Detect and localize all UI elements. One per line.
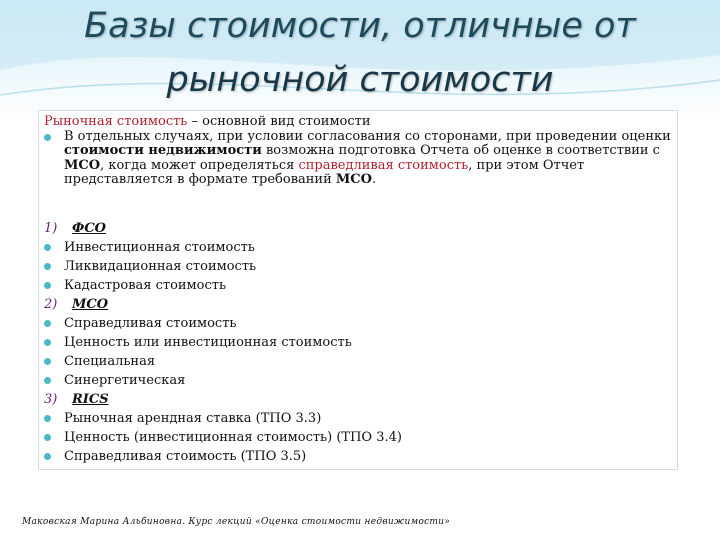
bullet-icon	[44, 134, 54, 141]
bullet-icon	[44, 434, 54, 441]
text-part: .	[371, 172, 377, 187]
standards-list	[44, 219, 674, 466]
section-heading	[44, 219, 674, 238]
section-title: МСО	[72, 297, 109, 312]
bullet-icon	[44, 263, 54, 270]
list-item	[44, 333, 674, 352]
list-item-text: Ликвидационная стоимость	[64, 259, 257, 274]
list-item-text: Инвестиционная стоимость	[64, 240, 255, 255]
intro-line-rest: – основной вид стоимости	[187, 114, 371, 129]
list-item	[44, 257, 674, 276]
text-part: , при этом Отчет представляется в формате требований	[64, 157, 585, 187]
list-item-text: Ценность или инвестиционная стоимость	[64, 335, 352, 350]
bold-term: МСО	[64, 157, 101, 173]
market-value-term: Рыночная стоимость	[44, 114, 188, 129]
list-item-text: Справедливая стоимость	[64, 316, 237, 331]
title-line-2: рыночной стоимости	[166, 60, 554, 100]
list-item-text: Ценность (инвестиционная стоимость) (ТПО 3.4)	[64, 430, 402, 445]
intro-block	[44, 115, 674, 188]
list-item	[44, 428, 674, 447]
bold-term: стоимости недвижимости	[64, 143, 262, 158]
content-box	[38, 110, 678, 470]
section-heading	[44, 295, 674, 314]
bullet-icon	[44, 358, 54, 365]
bullet-icon	[44, 339, 54, 346]
list-item-text: Специальная	[64, 354, 156, 369]
intro-line	[44, 115, 674, 130]
section-heading	[44, 390, 674, 409]
bullet-icon	[44, 244, 54, 251]
section-title: RICS	[72, 392, 109, 407]
list-item-text: Рыночная арендная ставка (ТПО 3.3)	[64, 411, 322, 426]
list-item-text: Справедливая стоимость (ТПО 3.5)	[64, 449, 307, 464]
list-item	[44, 276, 674, 295]
list-item	[44, 371, 674, 390]
section-number: 3)	[44, 392, 58, 407]
bold-term: МСО	[335, 172, 372, 187]
bullet-icon	[44, 282, 54, 289]
bullet-icon	[44, 415, 54, 422]
list-item	[44, 352, 674, 371]
list-item	[44, 447, 674, 466]
list-item	[44, 409, 674, 428]
footer-credit: Маковская Марина Альбиновна. Курс лекций «Оценка стоимости недвижимости»	[22, 517, 451, 527]
section-number: 2)	[44, 297, 58, 312]
section-number: 1)	[44, 221, 58, 236]
bullet-icon	[44, 377, 54, 384]
list-item-text: Синергетическая	[64, 373, 186, 388]
list-item	[44, 314, 674, 333]
title-line-1: Базы стоимости, отличные от	[84, 6, 636, 46]
list-item	[44, 238, 674, 257]
slide-title	[0, 0, 720, 106]
text-part: возможна подготовка Отчета об оценке в соответствии с	[261, 143, 660, 158]
text-part: В отдельных случаях, при условии согласования со сторонами, при проведении оценки	[64, 128, 671, 144]
intro-bullet	[44, 130, 674, 188]
text-part: , когда может определяться	[100, 157, 299, 173]
intro-bullet-text	[64, 130, 674, 188]
section-title: ФСО	[72, 221, 107, 236]
fair-value-term: справедливая стоимость	[298, 157, 469, 173]
bullet-icon	[44, 453, 54, 460]
list-item-text: Кадастровая стоимость	[64, 278, 227, 293]
bullet-icon	[44, 320, 54, 327]
